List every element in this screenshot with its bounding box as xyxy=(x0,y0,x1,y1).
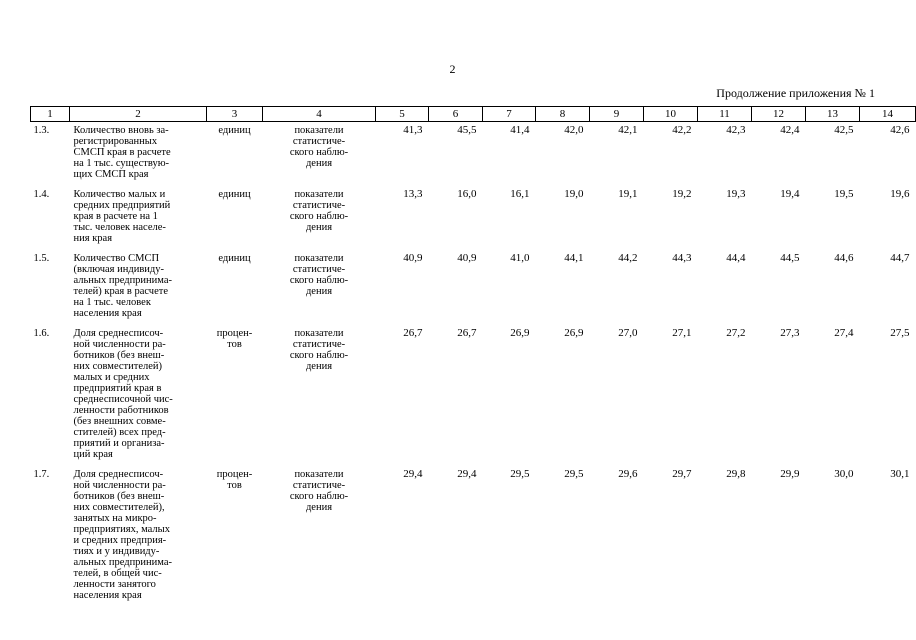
value-cell: 42,6 xyxy=(890,124,910,136)
value-cell: 26,7 xyxy=(457,327,477,339)
data-source: показатели статистиче- ского наблю- дения xyxy=(289,253,349,297)
indicator-name: Количество малых и средних предприятий края в расчете на 1 тыс. человек населе- ния края xyxy=(73,189,171,244)
column-header: 11 xyxy=(698,107,752,122)
indicators-table xyxy=(30,106,916,607)
value-cell: 13,3 xyxy=(403,188,423,200)
column-header: 3 xyxy=(207,107,263,122)
column-header: 9 xyxy=(590,107,644,122)
value-cell: 27,3 xyxy=(780,327,800,339)
table-row xyxy=(31,466,916,607)
value-cell: 41,4 xyxy=(510,124,530,136)
table-row xyxy=(31,250,916,325)
value-cell: 29,4 xyxy=(403,468,423,480)
indicator-name: Количество СМСП (включая индивиду- альных предпринима- телей) края в расчете на 1 тыс. человек населения края xyxy=(73,253,173,319)
column-header: 13 xyxy=(806,107,860,122)
value-cell: 42,5 xyxy=(834,124,854,136)
indicator-name: Количество вновь за- регистрированных СМСП края в расчете на 1 тыс. существую- щих СМСП края xyxy=(73,125,171,180)
value-cell: 44,5 xyxy=(780,252,800,264)
data-source: показатели статистиче- ского наблю- дения xyxy=(289,189,349,233)
value-cell: 27,4 xyxy=(834,327,854,339)
value-cell: 41,3 xyxy=(403,124,423,136)
value-cell: 27,0 xyxy=(618,327,638,339)
unit: процен- тов xyxy=(216,469,253,491)
value-cell: 27,2 xyxy=(726,327,746,339)
value-cell: 30,1 xyxy=(890,468,910,480)
value-cell: 44,7 xyxy=(890,252,910,264)
value-cell: 41,0 xyxy=(510,252,530,264)
table-row xyxy=(31,325,916,466)
value-cell: 44,3 xyxy=(672,252,692,264)
data-source: показатели статистиче- ского наблю- дения xyxy=(289,125,349,169)
value-cell: 29,5 xyxy=(564,468,584,480)
column-header: 2 xyxy=(70,107,207,122)
value-cell: 27,5 xyxy=(890,327,910,339)
value-cell: 45,5 xyxy=(457,124,477,136)
page-number: 2 xyxy=(449,62,456,76)
value-cell: 19,5 xyxy=(834,188,854,200)
value-cell: 19,3 xyxy=(726,188,746,200)
value-cell: 30,0 xyxy=(834,468,854,480)
value-cell: 42,4 xyxy=(780,124,800,136)
value-cell: 26,9 xyxy=(510,327,530,339)
column-header: 4 xyxy=(263,107,376,122)
value-cell: 42,0 xyxy=(564,124,584,136)
value-cell: 19,0 xyxy=(564,188,584,200)
unit: единиц xyxy=(218,189,251,200)
value-cell: 19,1 xyxy=(618,188,638,200)
row-number: 1.3. xyxy=(33,125,50,136)
column-header: 14 xyxy=(860,107,916,122)
row-number: 1.7. xyxy=(33,469,50,480)
value-cell: 40,9 xyxy=(457,252,477,264)
column-header: 6 xyxy=(429,107,483,122)
row-number: 1.6. xyxy=(33,328,50,339)
table-row xyxy=(31,186,916,250)
value-cell: 26,9 xyxy=(564,327,584,339)
data-source: показатели статистиче- ского наблю- дения xyxy=(289,328,349,372)
unit: единиц xyxy=(218,253,251,264)
value-cell: 19,2 xyxy=(672,188,692,200)
value-cell: 29,9 xyxy=(780,468,800,480)
value-cell: 44,2 xyxy=(618,252,638,264)
value-cell: 42,3 xyxy=(726,124,746,136)
unit: процен- тов xyxy=(216,328,253,350)
column-header: 5 xyxy=(376,107,429,122)
indicator-name: Доля среднесписоч- ной численности ра- ботников (без внеш- них совместителей), занятых на микро- предприятиях, малых и средних предприя- тиях и у индивиду- альных предпринима- телей, в общей чис- ленности занятого населения края xyxy=(73,469,173,601)
value-cell: 26,7 xyxy=(403,327,423,339)
row-number: 1.4. xyxy=(33,189,50,200)
value-cell: 44,4 xyxy=(726,252,746,264)
value-cell: 29,6 xyxy=(618,468,638,480)
value-cell: 29,4 xyxy=(457,468,477,480)
value-cell: 44,1 xyxy=(564,252,584,264)
continuation-label: Продолжение приложения № 1 xyxy=(716,86,875,100)
value-cell: 44,6 xyxy=(834,252,854,264)
value-cell: 40,9 xyxy=(403,252,423,264)
column-header: 1 xyxy=(31,107,70,122)
value-cell: 19,6 xyxy=(890,188,910,200)
column-numbers-row xyxy=(31,107,916,122)
value-cell: 29,8 xyxy=(726,468,746,480)
value-cell: 27,1 xyxy=(672,327,692,339)
value-cell: 16,0 xyxy=(457,188,477,200)
value-cell: 42,1 xyxy=(618,124,638,136)
column-header: 12 xyxy=(752,107,806,122)
indicator-name: Доля среднесписоч- ной численности ра- ботников (без внеш- них совместителей) малых и средних предприятий края в среднесписочной чис- ленности работников (без внешних совме- стителей) всех пред- приятий и организа- ций края xyxy=(73,328,173,460)
table-row xyxy=(31,122,916,187)
unit: единиц xyxy=(218,125,251,136)
value-cell: 16,1 xyxy=(510,188,530,200)
data-source: показатели статистиче- ского наблю- дения xyxy=(289,469,349,513)
value-cell: 29,7 xyxy=(672,468,692,480)
column-header: 10 xyxy=(644,107,698,122)
row-number: 1.5. xyxy=(33,253,50,264)
value-cell: 42,2 xyxy=(672,124,692,136)
column-header: 8 xyxy=(536,107,590,122)
column-header: 7 xyxy=(483,107,536,122)
value-cell: 19,4 xyxy=(780,188,800,200)
value-cell: 29,5 xyxy=(510,468,530,480)
